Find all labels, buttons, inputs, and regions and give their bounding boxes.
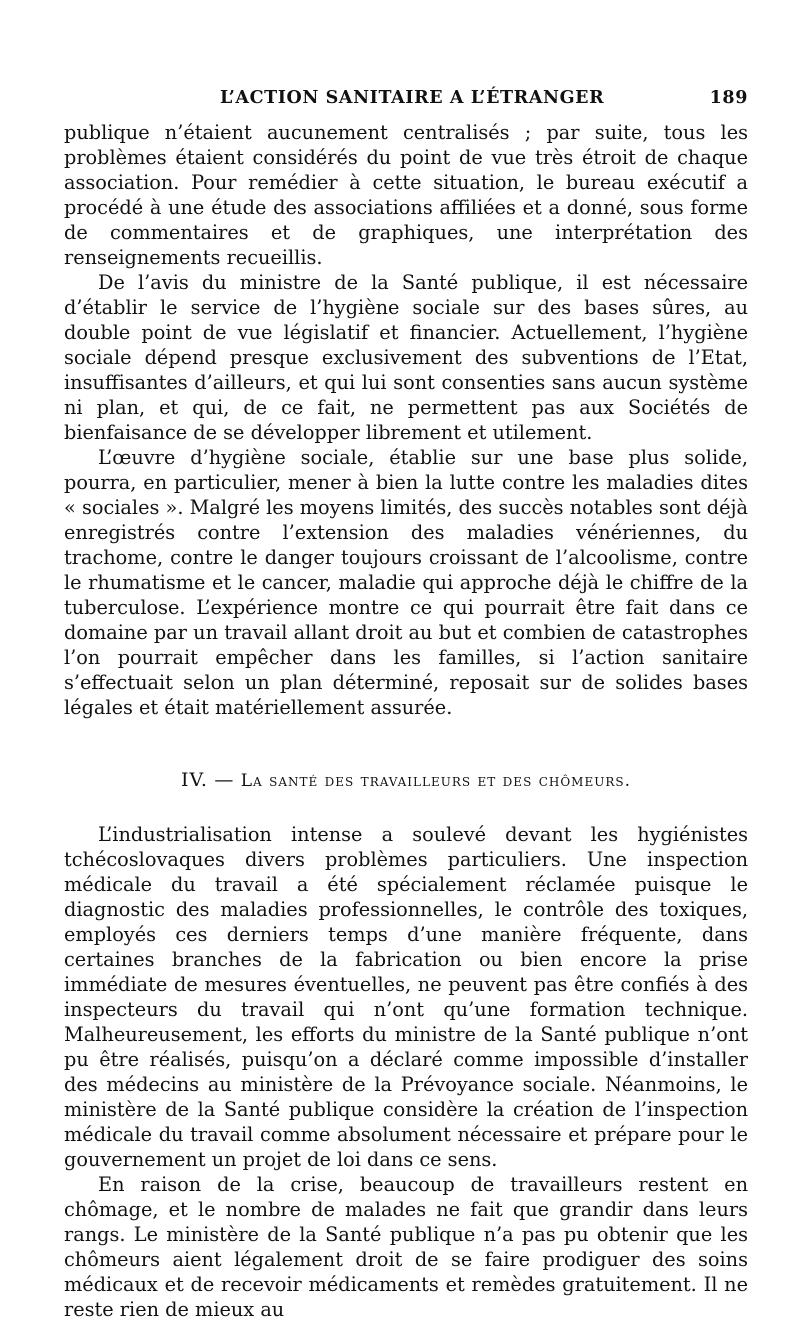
paragraph: De l’avis du ministre de la Santé publique, il est nécessaire d’établir le service de l’hygiène sociale sur des bases sûres, au double point de vue législatif et financier. Actuellement, l’hygiène sociale dépend presque exclusivement des subventions de l’Etat, insuffisantes d’ailleurs, et qui lui sont consenties sans aucun système ni plan, et qui, de ce fait, ne permettent pas aux Sociétés de bienfaisance de se développer librement et utilement. bbox=[64, 271, 748, 444]
running-head bbox=[64, 84, 748, 120]
document-page bbox=[64, 84, 748, 1322]
paragraph: publique n’étaient aucunement centralisés ; par suite, tous les problèmes étaient considérés du point de vue très étroit de chaque association. Pour remédier à cette situation, le bureau exécutif a procédé à une étude des associations affiliées et a donné, sous forme de commentaires et de graphiques, une interprétation des renseignements recueillis. bbox=[64, 121, 748, 269]
paragraph: L’industrialisation intense a soulevé devant les hygiénistes tchécoslovaques divers problèmes particuliers. Une inspection médicale du travail a été spécialement réclamée puisque le diagnostic des maladies professionnelles, le contrôle des toxiques, employés ces derniers temps d’une manière fréquente, dans certaines branches de la fabrication ou bien encore la prise immédiate de mesures éventuelles, ne peuvent pas être confiés à des inspecteurs du travail qui n’ont qu’une formation technique. Malheureusement, les efforts du ministre de la Santé publique n’ont pu être réalisés, puisqu’on a déclaré comme impossible d’installer des médecins au ministère de la Prévoyance sociale. Néanmoins, le ministère de la Santé publique considère la création de l’inspection médicale du travail comme absolument nécessaire et prépare pour le gouvernement un projet de loi dans ce sens. bbox=[64, 823, 748, 1171]
running-head-title: L’ACTION SANITAIRE A L’ÉTRANGER bbox=[220, 88, 605, 108]
section-title: La santé des travailleurs et des chômeurs. bbox=[240, 771, 631, 791]
section-numeral: IV. bbox=[181, 769, 208, 791]
paragraph: En raison de la crise, beaucoup de travailleurs restent en chômage, et le nombre de malades ne fait que grandir dans leurs rangs. Le ministère de la Santé publique n’a pas pu obtenir que les chômeurs aient légalement droit de se faire prodiguer des soins médicaux et de recevoir médicaments et remèdes gratuitement. Il ne reste rien de mieux au bbox=[64, 1173, 748, 1321]
section-dash: — bbox=[214, 769, 235, 791]
section-heading bbox=[64, 768, 748, 794]
page-number: 189 bbox=[709, 88, 748, 108]
body-text bbox=[64, 120, 748, 1322]
paragraph: L’œuvre d’hygiène sociale, établie sur une base plus solide, pourra, en particulier, mener à bien la lutte contre les maladies dites « sociales ». Malgré les moyens limités, des succès notables sont déjà enregistrés contre l’extension des maladies vénériennes, du trachome, contre le danger toujours croissant de l’alcoolisme, contre le rhumatisme et le cancer, maladie qui approche déjà le chiffre de la tuberculose. L’expérience montre ce qui pourrait être fait dans ce domaine par un travail allant droit au but et combien de catastrophes l’on pourrait empêcher dans les familles, si l’action sanitaire s’effectuait selon un plan déterminé, reposait sur de solides bases légales et était matériellement assurée. bbox=[64, 446, 748, 719]
